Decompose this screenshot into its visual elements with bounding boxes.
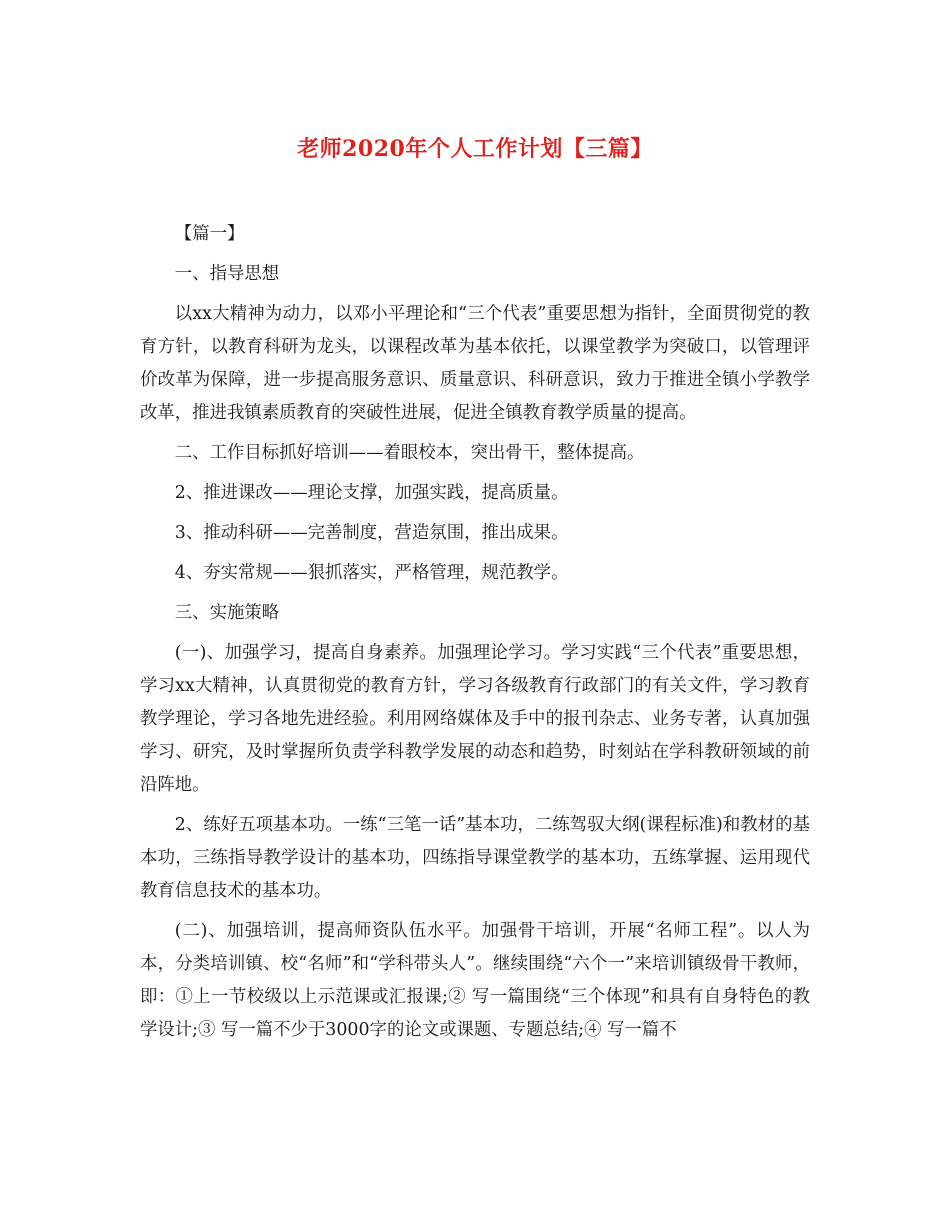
section-heading-part-one: 【篇一】 [174,224,245,244]
paragraph-guiding-ideology: 以xx大精神为动力，以邓小平理论和“三个代表”重要思想为指针，全面贯彻党的教育方针，以教育科研为龙头，以课程改革为基本依托，以课堂教学为突破口，以管理评价改革为保障，进一步提高服务意识、质量意识、科研意识，致力于推进全镇小学教学改革，推进我镇素质教育的突破性进展，促进全镇教育教学质量的提高。 [140,304,810,423]
paragraph-work-goal-training: 二、工作目标抓好培训——着眼校本，突出骨干，整体提高。 [174,443,645,463]
paragraph-work-goal-routine: 4、夯实常规——狠抓落实，严格管理，规范教学。 [174,563,569,583]
paragraph-basic-skills: 2、练好五项基本功。一练“三笔一话”基本功，二练驾驭大纲(课程标准)和教材的基本功，三练指导教学设计的基本功，四练指导课堂教学的基本功，五练掌握、运用现代教育信息技术的基本功。 [140,815,810,901]
document-title: 老师2020年个人工作计划【三篇】 [297,136,653,162]
paragraph-work-goal-research: 3、推动科研——完善制度，营造氛围，推出成果。 [174,523,569,543]
document-body [140,218,810,1054]
paragraph-strengthen-learning: (一)、加强学习，提高自身素养。加强理论学习。学习实践“三个代表”重要思想，学习xx大精神，认真贯彻党的教育方针，学习各级教育行政部门的有关文件，学习教育教学理论，学习各地先进经验。利用网络媒体及手中的报刊杂志、业务专著，认真加强学习、研究，及时掌握所负责学科教学发展的动态和趋势，时刻站在学科教研领域的前沿阵地。 [140,643,810,795]
section-heading-strategy: 三、实施策略 [174,603,280,623]
paragraph-strengthen-training: (二)、加强培训，提高师资队伍水平。加强骨干培训，开展“名师工程”。以人为本，分类培训镇、校“名师”和“学科带头人”。继续围绕“六个一”来培训镇级骨干教师，即：①上一节校级以上示范课或汇报课;② 写一篇围绕“三个体现”和具有自身特色的教学设计;③ 写一篇不少于3000字的论文或课题、专题总结;④ 写一篇不 [140,921,810,1040]
section-heading-guiding-ideology: 一、指导思想 [174,264,280,284]
paragraph-work-goal-reform: 2、推进课改——理论支撑，加强实践，提高质量。 [174,483,569,503]
